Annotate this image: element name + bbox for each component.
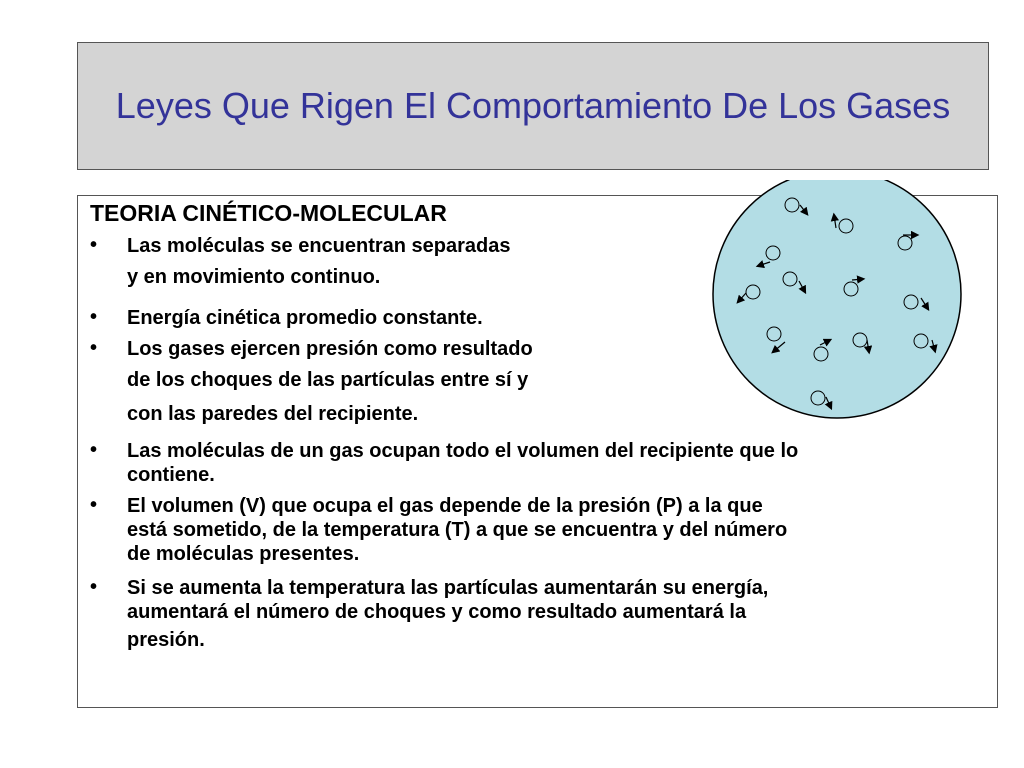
bullet-line: Energía cinética promedio constante. [127,307,483,329]
bullet-line: con las paredes del recipiente. [127,403,419,425]
bullet-line: Si se aumenta la temperatura las partículas aumentarán su energía, [127,577,769,599]
bullet-line: Los gases ejercen presión como resultado [127,338,533,360]
bullet-line: aumentará el número de choques y como resultado aumentará la [127,601,747,623]
bullet-line: contiene. [127,464,215,486]
slide-title: Leyes Que Rigen El Comportamiento De Los Gases [115,85,951,126]
bullet-line: de los choques de las partículas entre sí y [127,369,529,391]
bullet-mark: • [90,494,98,516]
bullet-line: presión. [127,629,205,651]
gas-container-diagram [710,180,970,430]
bullet-line: Las moléculas de un gas ocupan todo el volumen del recipiente que lo [127,440,799,462]
bullet-mark: • [90,576,98,598]
bullet-mark: • [90,337,98,359]
title-box [77,42,989,170]
bullet-line: El volumen (V) que ocupa el gas depende de la presión (P) a la que [127,495,763,517]
bullet-line: y en movimiento continuo. [127,266,381,288]
bullet-line: Las moléculas se encuentran separadas [127,235,511,257]
bullet-mark: • [90,306,98,328]
container-circle-icon [713,180,961,418]
bullet-line: está sometido, de la temperatura (T) a que se encuentra y del número [127,519,788,541]
bullet-mark: • [90,439,98,461]
section-heading: TEORIA CINÉTICO-MOLECULAR [90,200,447,226]
bullet-mark: • [90,234,98,256]
bullet-line: de moléculas presentes. [127,543,360,565]
